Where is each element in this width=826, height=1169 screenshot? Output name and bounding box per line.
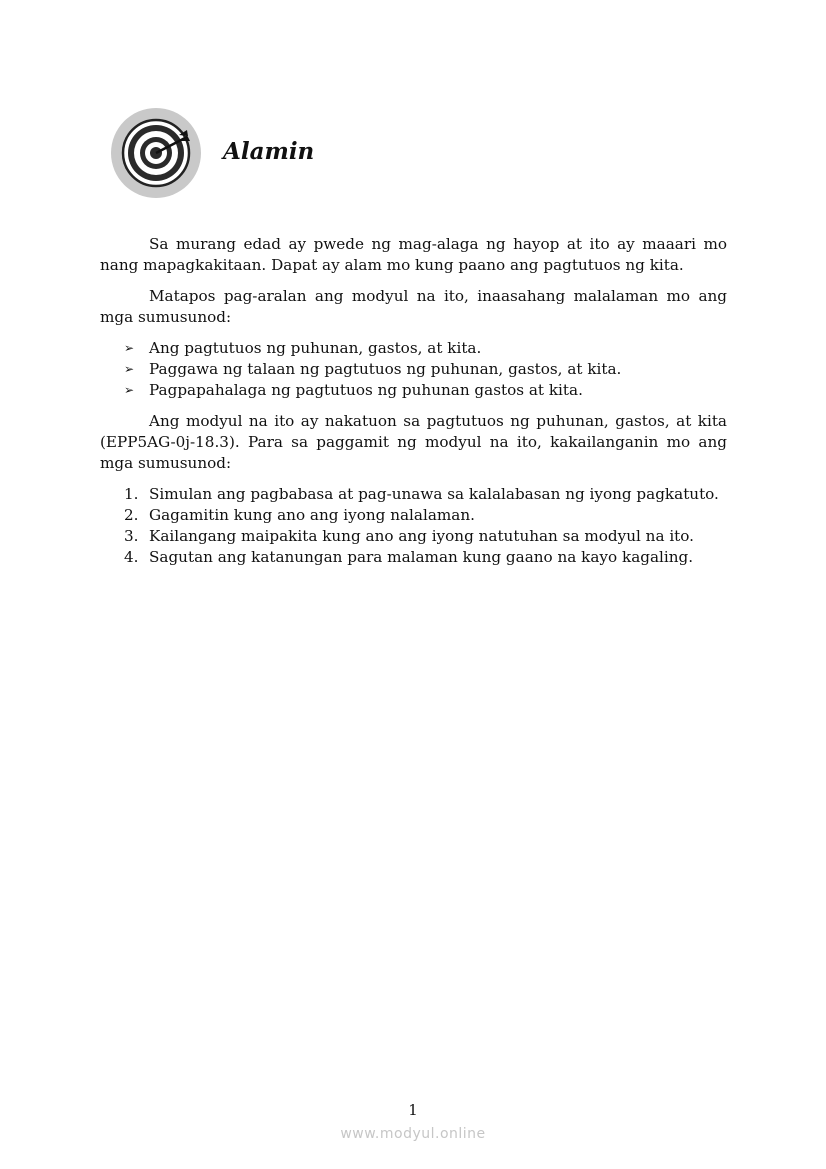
target-icon (111, 108, 201, 198)
page-number: 1 (408, 1101, 418, 1119)
content (100, 234, 727, 568)
step-number: 2. (124, 506, 139, 524)
list-item (100, 338, 727, 359)
step-number: 3. (124, 527, 139, 545)
list-item-text: Paggawa ng talaan ng pagtutuos ng puhunan, gastos, at kita. (149, 360, 622, 378)
step-text: Simulan ang pagbabasa at pag-unawa sa kalalabasan ng iyong pagkatuto. (149, 485, 719, 503)
step-text: Gagamitin kung ano ang iyong nalalaman. (149, 506, 475, 524)
step-number: 4. (124, 548, 139, 566)
step-text: Kailangang maipakita kung ano ang iyong natutuhan sa modyul na ito. (149, 527, 694, 545)
arrow-bullet-icon: ➢ (124, 341, 135, 355)
objectives-intro-paragraph: Matapos pag-aralan ang modyul na ito, inaasahang malalaman mo ang mga sumusunod: (100, 287, 727, 326)
list-item-text: Pagpapahalaga ng pagtutuos ng puhunan gastos at kita. (149, 381, 583, 399)
list-item (100, 380, 727, 401)
section-title: Alamin (223, 138, 315, 165)
steps-list (100, 484, 727, 568)
intro-paragraph: Sa murang edad ay pwede ng mag-alaga ng hayop at ito ay maaari mo nang mapagkakitaan. Dapat ay alam mo kung paano ang pagtutuos ng kita. (100, 235, 727, 274)
step-number: 1. (124, 485, 139, 503)
step-text: Sagutan ang katanungan para malaman kung gaano na kayo kagaling. (149, 548, 694, 566)
list-item (100, 505, 727, 526)
list-item (100, 359, 727, 380)
list-item (100, 484, 727, 505)
watermark: www.modyul.online (340, 1126, 486, 1142)
arrow-bullet-icon: ➢ (124, 383, 135, 397)
arrow-bullet-icon: ➢ (124, 362, 135, 376)
list-item (100, 526, 727, 547)
objectives-list (100, 338, 727, 401)
module-focus-paragraph: Ang modyul na ito ay nakatuon sa pagtutuos ng puhunan, gastos, at kita (EPP5AG-0j-18.3). Para sa paggamit ng modyul na ito, kakailanganin mo ang mga sumusunod: (100, 412, 727, 472)
list-item-text: Ang pagtutuos ng puhunan, gastos, at kita. (149, 339, 482, 357)
list-item (100, 547, 727, 568)
